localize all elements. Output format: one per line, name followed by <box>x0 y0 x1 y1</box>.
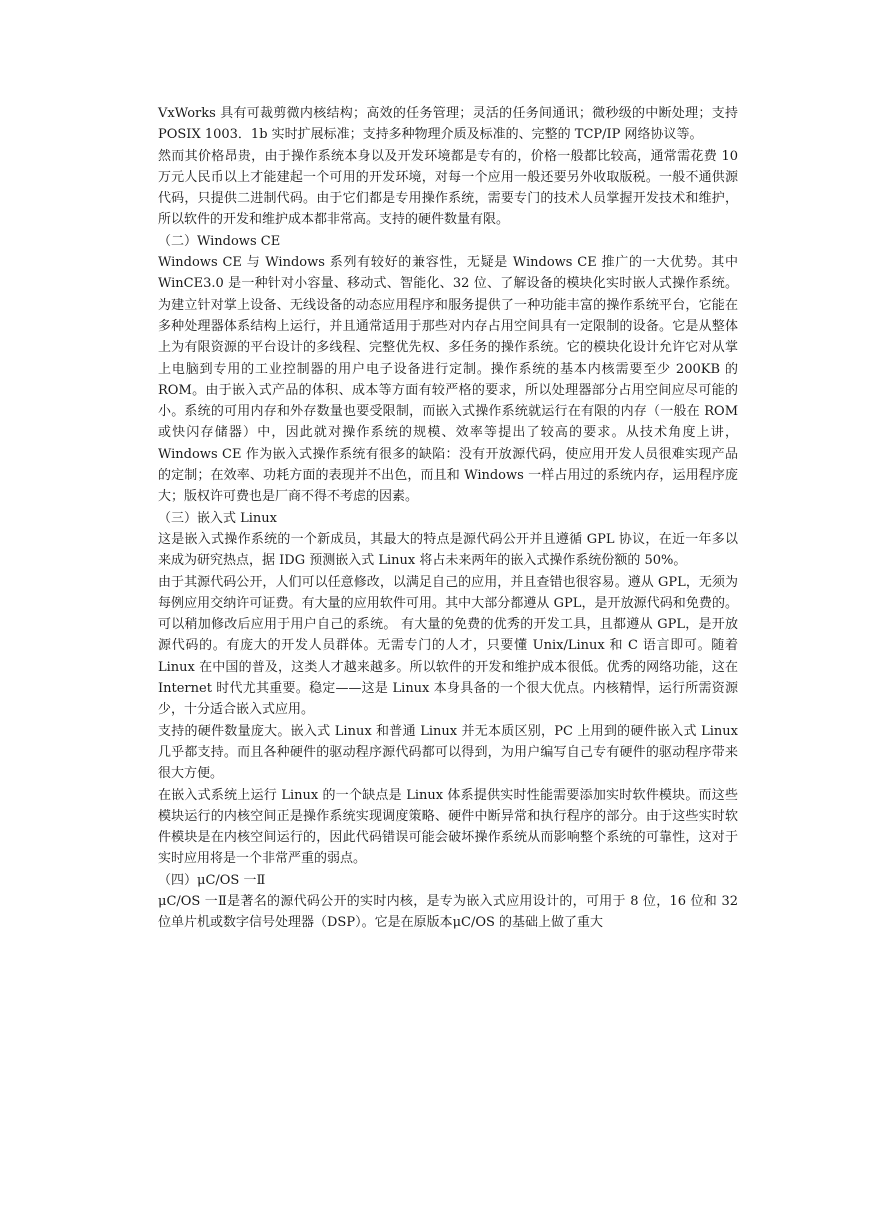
document-body <box>158 103 738 934</box>
section-heading-ucos: （四）μC/OS 一Ⅱ <box>158 872 266 888</box>
section-heading-windows-ce: （二）Windows CE <box>158 233 281 249</box>
paragraph-vxworks-features: VxWorks 具有可裁剪微内核结构；高效的任务管理；灵活的任务间通讯；微秒级的中断处理；支持 POSIX 1003．1b 实时扩展标准；支持多种物理介质及标准的、完整的 TCP/IP 网络协议等。 <box>158 106 738 143</box>
paragraph-linux-advantages: 由于其源代码公开，人们可以任意修改，以满足自己的应用，并且查错也很容易。遵从 GPL，无须为每例应用交纳许可证费。有大量的应用软件可用。其中大部分都遵从 GPL，是开放源代码和免费的。可以稍加修改后应用于用户自己的系统。 有大量的免费的优秀的开发工具，且都遵从 GPL，是开放源代码的。有庞大的开发人员群体。无需专门的人才，只要懂 Unix/Linux 和 C 语言即可。随着 Linux 在中国的普及，这类人才越来越多。所以软件的开发和维护成本很低。优秀的网络功能，这在 Internet 时代尤其重要。稳定——这是 Linux 本身具备的一个很大优点。内核精悍，运行所需资源少，十分适合嵌入式应用。 <box>158 574 738 718</box>
paragraph-linux-hardware: 支持的硬件数量庞大。嵌入式 Linux 和普通 Linux 并无本质区别，PC 上用到的硬件嵌入式 Linux 几乎都支持。而且各种硬件的驱动程序源代码都可以得到，为用户编写自己专有硬件的驱动程序带来很大方便。 <box>158 723 738 782</box>
paragraph-linux-intro: 这是嵌入式操作系统的一个新成员，其最大的特点是源代码公开并且遵循 GPL 协议，在近一年多以来成为研究热点，据 IDG 预测嵌入式 Linux 将占未来两年的嵌入式操作系统份额的 50%。 <box>158 531 738 569</box>
paragraph-linux-drawbacks: 在嵌入式系统上运行 Linux 的一个缺点是 Linux 体系提供实时性能需要添加实时软件模块。而这些模块运行的内核空间正是操作系统实现调度策略、硬件中断异常和执行程序的部分。由于这些实时软件模块是在内核空间运行的，因此代码错误可能会破坏操作系统从而影响整个系统的可靠性，这对于实时应用将是一个非常严重的弱点。 <box>158 787 738 867</box>
paragraph-vxworks-cost: 然而其价格昂贵，由于操作系统本身以及开发环境都是专有的，价格一般都比较高，通常需花费 10 万元人民币以上才能建起一个可用的开发环境，对每一个应用一般还要另外收取版税。一般不通供源代码，只提供二进制代码。由于它们都是专用操作系统，需要专门的技术人员掌握开发技术和维护，所以软件的开发和维护成本都非常高。支持的硬件数量有限。 <box>158 148 738 228</box>
paragraph-windows-ce: Windows CE 与 Windows 系列有较好的兼容性，无疑是 Windows CE 推广的一大优势。其中 WinCE3.0 是一种针对小容量、移动式、智能化、32 位、了解设备的模块化实时嵌人式操作系统。为建立针对掌上设备、无线设备的动态应用程序和服务提供了一种功能丰富的操作系统平台，它能在多种处理器体系结构上运行，并且通常适用于那些对内存占用空间具有一定限制的设备。它是从整体上为有限资源的平台设计的多线程、完整优先权、多任务的操作系统。它的模块化设计允许它对从掌上电脑到专用的工业控制器的用户电子设备进行定制。操作系统的基本内核需要至少 200KB 的 ROM。由于嵌入式产品的体积、成本等方面有较严格的要求，所以处理器部分占用空间应尽可能的小。系统的可用内存和外存数量也要受限制，而嵌入式操作系统就运行在有限的内存（一般在 ROM 或快闪存储器）中，因此就对操作系统的规模、效率等提出了较高的要求。从技术角度上讲，Windows CE 作为嵌入式操作系统有很多的缺陷：没有开放源代码，使应用开发人员很难实现产品的定制；在效率、功耗方面的表现并不出色，而且和 Windows 一样占用过的系统内存，运用程序庞大；版权许可费也是厂商不得不考虑的因素。 <box>158 255 738 505</box>
paragraph-ucos-intro: μC/OS 一Ⅱ是著名的源代码公开的实时内核，是专为嵌入式应用设计的，可用于 8 位，16 位和 32 位单片机或数字信号处理器（DSP）。它是在原版本μC/OS 的基础上做了重大 <box>158 893 738 931</box>
section-heading-embedded-linux: （三）嵌入式 Linux <box>158 510 277 526</box>
